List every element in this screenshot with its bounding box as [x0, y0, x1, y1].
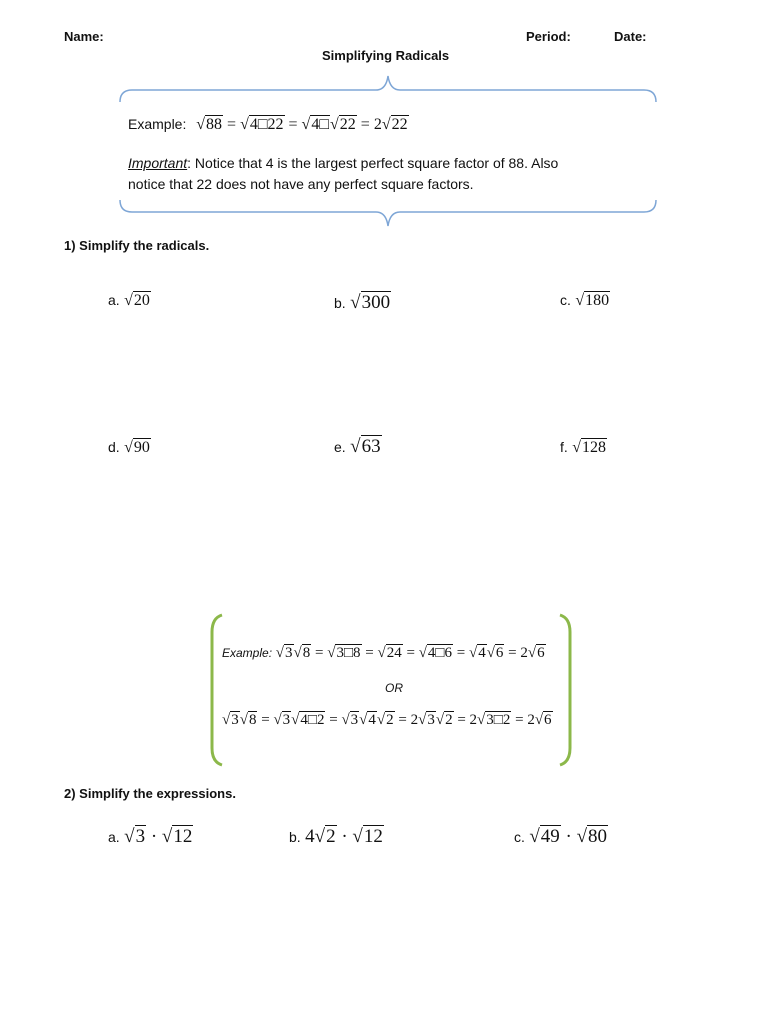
- important-line-1: : Notice that 4 is the largest perfect square factor of 88. Also: [187, 155, 559, 171]
- date-label: Date:: [614, 29, 647, 44]
- problem-2b: b. 4√2 · √12: [289, 826, 383, 847]
- bottom-brace: [118, 198, 658, 230]
- radical: √90: [124, 439, 150, 456]
- radical: √49: [529, 826, 560, 847]
- section-2-heading: 2) Simplify the expressions.: [64, 786, 236, 801]
- radical: √22: [330, 116, 356, 133]
- problem-1f: f. √128: [560, 439, 607, 456]
- radical: √4□22: [240, 116, 284, 133]
- example-2-line-1: Example: √3√8 = √3□8 = √24 = √4□6 = √4√6 = 2√6: [222, 645, 545, 661]
- top-brace: [118, 72, 658, 104]
- problem-1a: a. √20: [108, 292, 150, 309]
- section-1-heading: 1) Simplify the radicals.: [64, 238, 210, 253]
- radical: √12: [161, 826, 193, 847]
- problem-1b: b. √300: [334, 292, 391, 313]
- problem-1e: e. √63: [334, 436, 381, 457]
- important-word: Important: [128, 155, 188, 171]
- radical: √12: [352, 826, 383, 847]
- radical: √22: [381, 116, 408, 133]
- radical: √80: [576, 826, 608, 847]
- page-title: Simplifying Radicals: [322, 48, 450, 63]
- radical: √20: [124, 292, 150, 309]
- problem-1d: d. √90: [108, 439, 150, 456]
- right-bracket: [556, 612, 576, 768]
- radical: √63: [350, 436, 381, 457]
- name-label: Name:: [64, 29, 104, 44]
- example-2-line-2: √3√8 = √3√4□2 = √3√4√2 = 2√3√2 = 2√3□2 = 2√6: [222, 712, 552, 728]
- radical: √88: [196, 116, 223, 133]
- problem-1c: c. √180: [560, 292, 610, 309]
- radical: √180: [575, 292, 610, 309]
- radical: √2: [314, 826, 336, 847]
- example-1: Example: √88 = √4□22 = √4□√22 = 2√22: [128, 116, 408, 133]
- problem-2a: a. √3 · √12: [108, 826, 193, 847]
- important-note: [128, 153, 558, 195]
- radical: √300: [350, 292, 391, 313]
- period-label: Period:: [526, 29, 571, 44]
- problem-2c: c. √49 · √80: [514, 826, 608, 847]
- radical: √4□: [301, 116, 329, 133]
- important-line-2: notice that 22 does not have any perfect square factors.: [128, 176, 474, 192]
- or-label: OR: [385, 681, 403, 695]
- example-2-label: Example:: [222, 646, 273, 660]
- left-bracket: [206, 612, 226, 768]
- radical: √3: [124, 826, 146, 847]
- example-label: Example:: [128, 116, 187, 132]
- radical: √128: [572, 439, 607, 456]
